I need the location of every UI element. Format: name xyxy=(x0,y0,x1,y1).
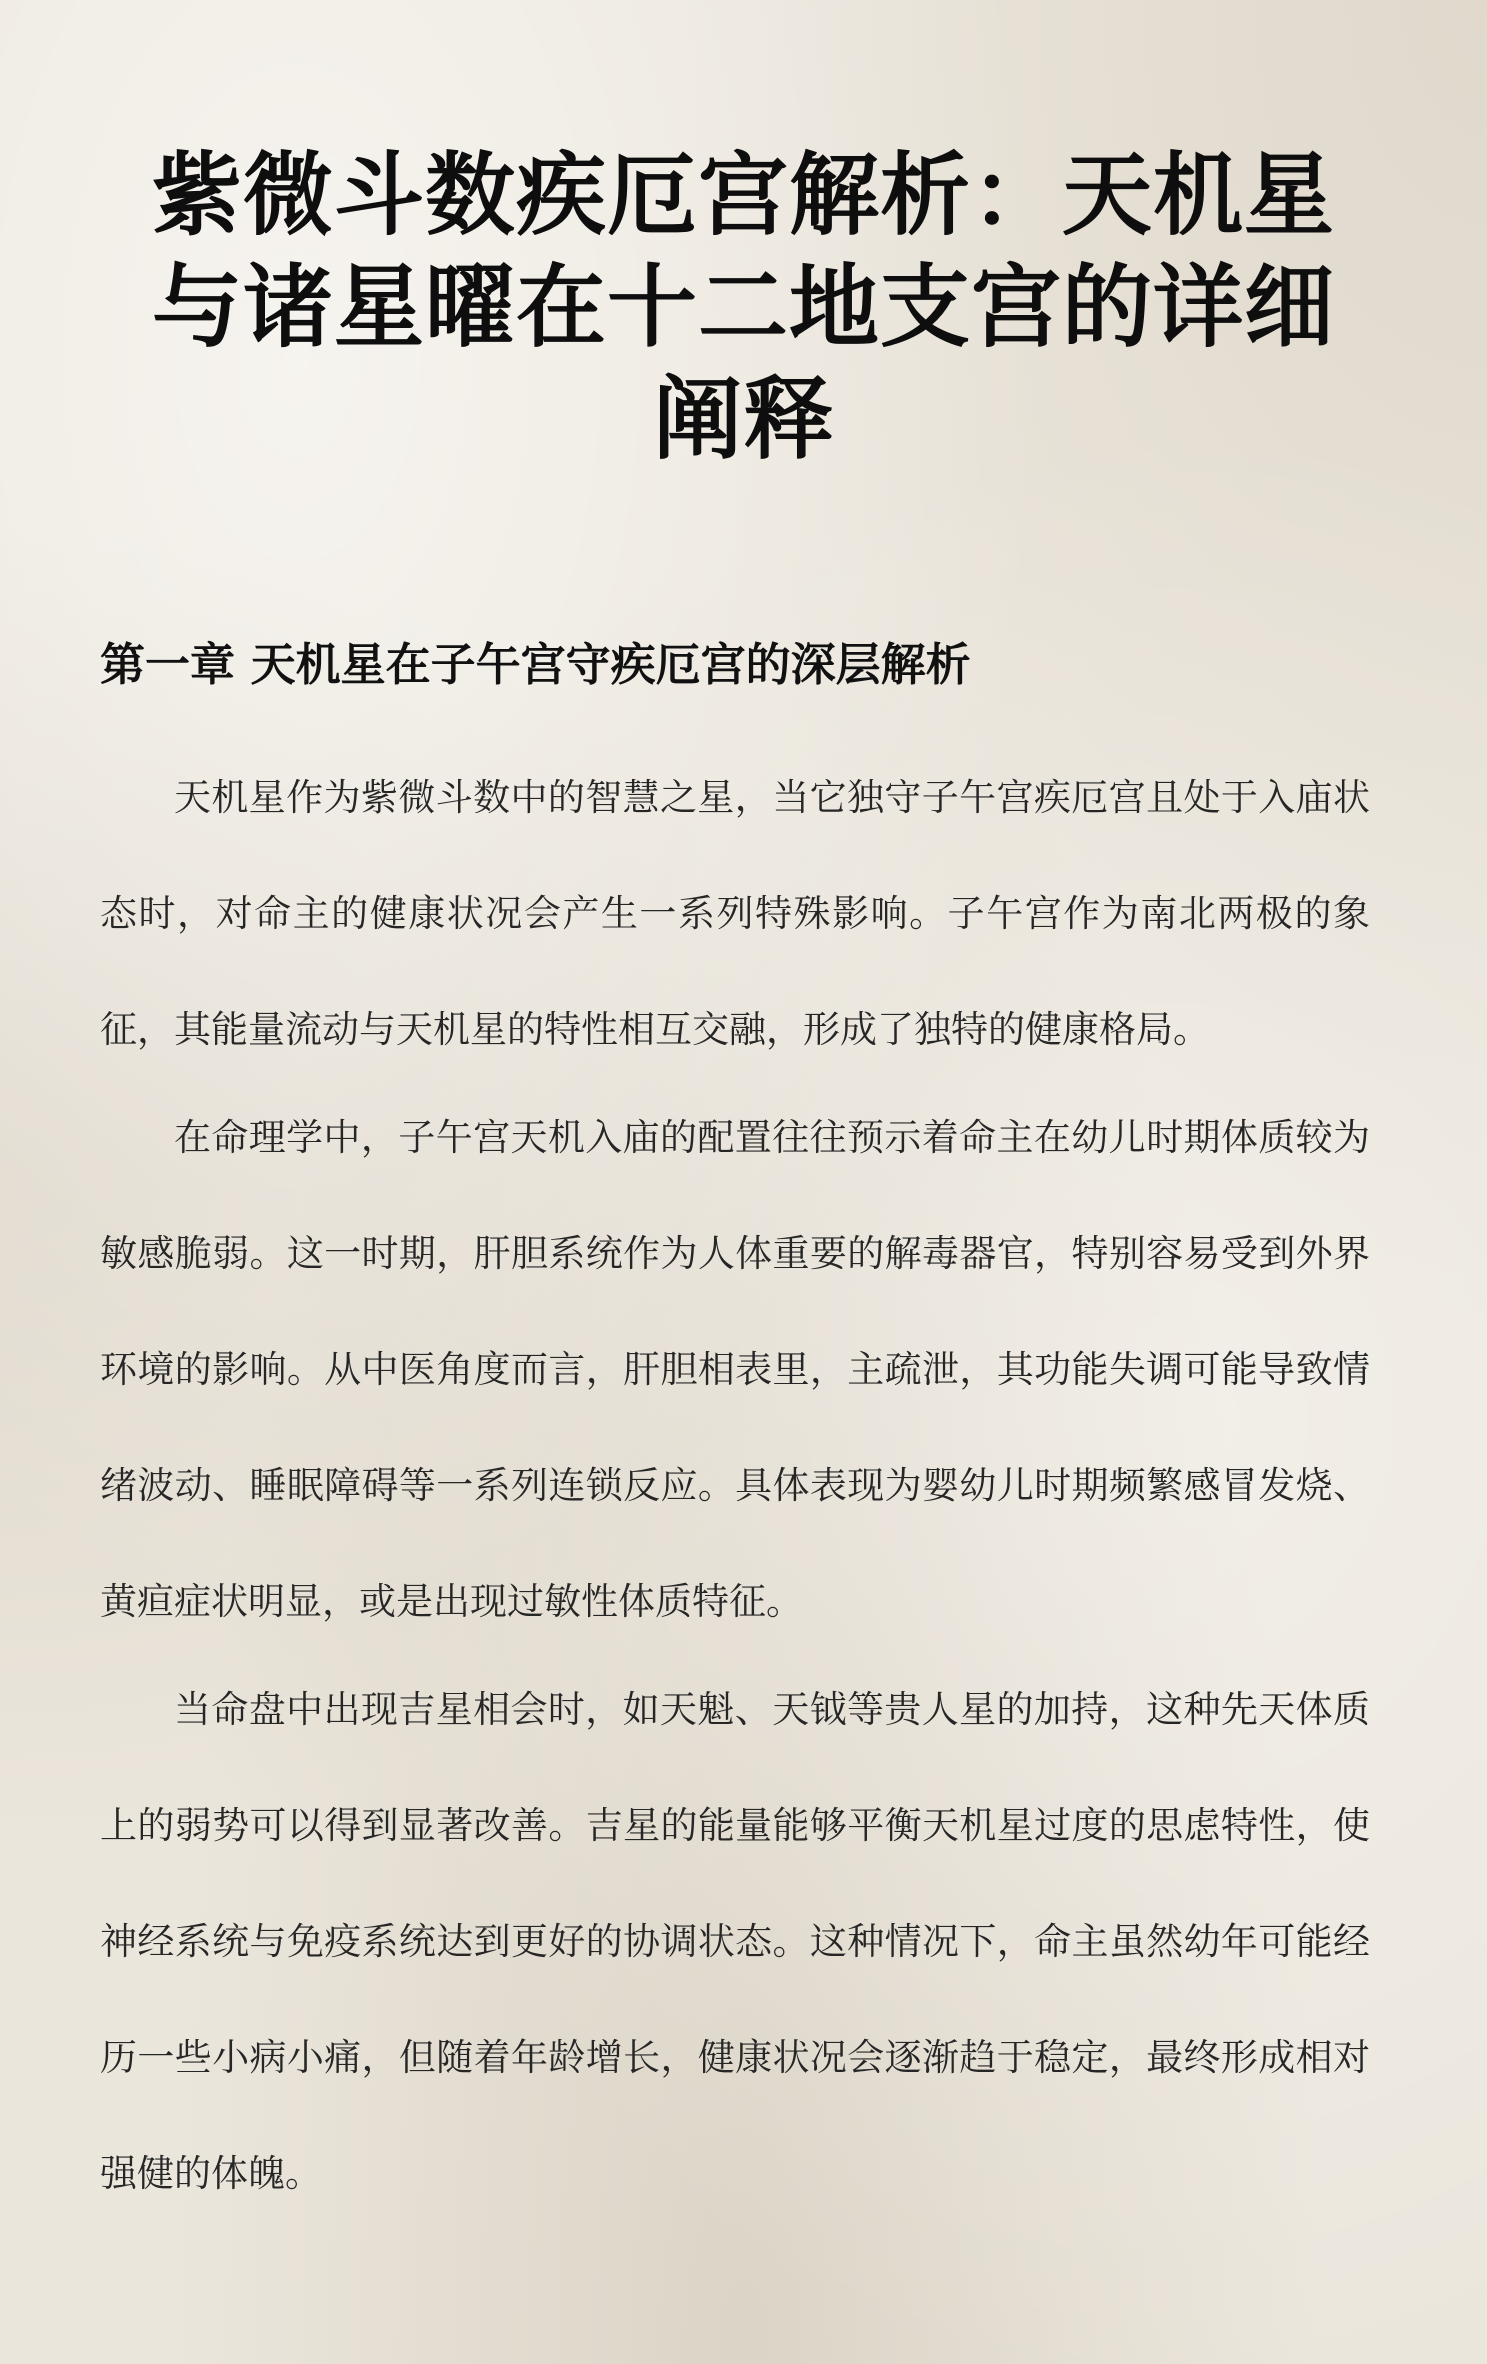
chapter-body xyxy=(100,740,1370,2232)
paragraph-3: 当命盘中出现吉星相会时，如天魁、天钺等贵人星的加持，这种先天体质上的弱势可以得到显著改善。吉星的能量能够平衡天机星过度的思虑特性，使神经系统与免疫系统达到更好的协调状态。这种情况下，命主虽然幼年可能经历一些小病小痛，但随着年龄增长，健康状况会逐渐趋于稳定，最终形成相对强健的体魄。 xyxy=(100,1688,1370,2195)
paragraph-2: 在命理学中，子午宫天机入庙的配置往往预示着命主在幼儿时期体质较为敏感脆弱。这一时期，肝胆系统作为人体重要的解毒器官，特别容易受到外界环境的影响。从中医角度而言，肝胆相表里，主疏泄，其功能失调可能导致情绪波动、睡眠障碍等一系列连锁反应。具体表现为婴幼儿时期频繁感冒发烧、黄疸症状明显，或是出现过敏性体质特征。 xyxy=(100,1116,1370,1623)
chapter-heading: 第一章 天机星在子午宫守疾厄宫的深层解析 xyxy=(100,638,971,691)
document-title: 紫微斗数疾厄宫解析：天机星与诸星曜在十二地支宫的详细阐释 xyxy=(152,143,1335,472)
paragraph-1: 天机星作为紫微斗数中的智慧之星，当它独守子午宫疾厄宫且处于入庙状态时，对命主的健康状况会产生一系列特殊影响。子午宫作为南北两极的象征，其能量流动与天机星的特性相互交融，形成了独特的健康格局。 xyxy=(100,776,1370,1051)
